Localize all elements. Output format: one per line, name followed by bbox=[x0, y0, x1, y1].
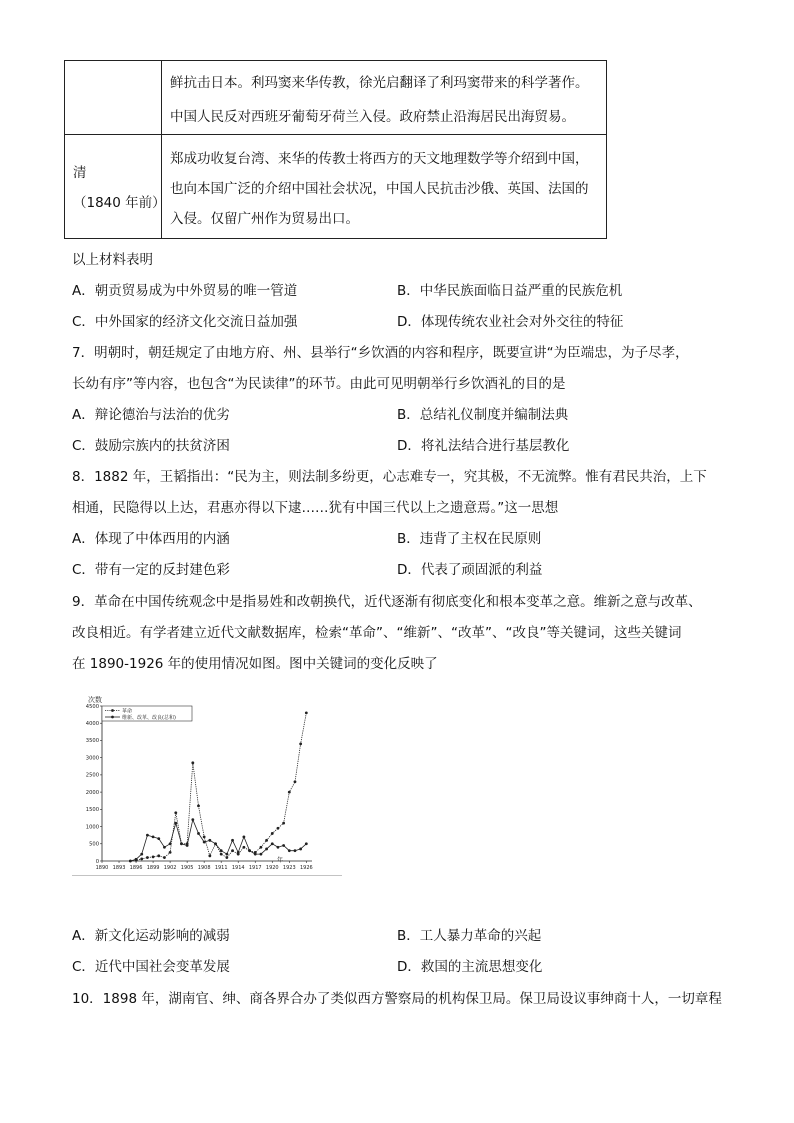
data-point bbox=[203, 841, 206, 844]
q7-option-b[interactable]: B．总结礼仪制度并编制法典 bbox=[397, 407, 569, 423]
y-tick-label: 3500 bbox=[85, 738, 99, 745]
data-point bbox=[163, 856, 166, 859]
data-point bbox=[294, 780, 297, 783]
q6-option-b[interactable]: B．中华民族面临日益严重的民族危机 bbox=[397, 283, 623, 299]
y-tick-label: 4000 bbox=[85, 721, 99, 728]
q9-option-b[interactable]: B．工人暴力革命的兴起 bbox=[397, 928, 542, 944]
keyword-usage-chart bbox=[72, 690, 342, 876]
y-tick-label: 4500 bbox=[85, 703, 99, 710]
q9-option-c[interactable]: C．近代中国社会变革发展 bbox=[72, 959, 230, 975]
legend-label: 维新、改革、改良(总和) bbox=[122, 715, 176, 721]
data-point bbox=[174, 811, 177, 814]
content-cell bbox=[162, 135, 607, 239]
q6-stem: 以上材料表明 bbox=[72, 252, 153, 268]
data-point bbox=[305, 711, 308, 714]
y-tick-label: 500 bbox=[89, 841, 99, 848]
data-point bbox=[260, 846, 263, 849]
data-point bbox=[140, 853, 143, 856]
data-point bbox=[203, 835, 206, 838]
q9-option-d[interactable]: D．救国的主流思想变化 bbox=[397, 959, 543, 975]
q9-option-a[interactable]: A．新文化运动影响的减弱 bbox=[72, 928, 230, 944]
x-axis-label: 年 bbox=[277, 857, 284, 864]
x-tick-label: 1911 bbox=[214, 865, 228, 871]
data-point bbox=[129, 860, 132, 863]
x-tick-label: 1914 bbox=[231, 865, 245, 871]
x-tick-label: 1905 bbox=[180, 865, 194, 871]
q6-option-c[interactable]: C．中外国家的经济文化交流日益加强 bbox=[72, 314, 298, 330]
cell-text: 郑成功收复台湾、来华的传教士将西方的天文地理数学等介绍到中国， bbox=[170, 151, 589, 167]
chart-legend bbox=[102, 706, 192, 721]
data-point bbox=[271, 832, 274, 835]
q9-stem-line: 改良相近。有学者建立近代文献数据库，检索“革命”、“维新”、“改革”、“改良”等关键词，这些关键词 bbox=[72, 625, 682, 641]
data-point bbox=[220, 853, 223, 856]
data-point bbox=[231, 839, 234, 842]
q7-option-c[interactable]: C．鼓励宗族内的扶贫济困 bbox=[72, 438, 230, 454]
q6-option-d[interactable]: D．体现传统农业社会对外交往的特征 bbox=[397, 314, 624, 330]
data-point bbox=[299, 742, 302, 745]
cell-text: 入侵。仅留广州作为贸易出口。 bbox=[170, 211, 359, 227]
x-tick-label: 1923 bbox=[282, 865, 296, 871]
data-point bbox=[163, 846, 166, 849]
table-row bbox=[65, 61, 607, 135]
cell-text: 中国人民反对西班牙葡萄牙荷兰入侵。政府禁止沿海居民出海贸易。 bbox=[170, 109, 575, 125]
data-point bbox=[277, 827, 280, 830]
data-point bbox=[191, 761, 194, 764]
q9-stem-line: 9．革命在中国传统观念中是指易姓和改朝换代，近代逐渐有彻底变化和根本变革之意。维新之意与改革、 bbox=[72, 594, 702, 610]
era-name: 清 bbox=[73, 165, 87, 181]
data-point bbox=[157, 854, 160, 857]
y-tick-label: 1500 bbox=[85, 807, 99, 814]
data-point bbox=[186, 844, 189, 847]
data-point bbox=[277, 846, 280, 849]
x-tick-label: 1893 bbox=[112, 865, 126, 871]
q8-stem-line: 8．1882 年，王韬指出：“民为主，则法制多纷更，心志难专一，究其极，不无流弊。惟有君民共治，上下 bbox=[72, 469, 707, 485]
q7-option-d[interactable]: D．将礼法结合进行基层教化 bbox=[397, 438, 570, 454]
data-point bbox=[242, 846, 245, 849]
x-tick-label: 1890 bbox=[95, 865, 109, 871]
series-line-1 bbox=[130, 820, 306, 861]
data-point bbox=[225, 856, 228, 859]
cell-text: 鲜抗击日本。利玛窦来华传教，徐光启翻译了利玛窦带来的科学著作。 bbox=[170, 75, 589, 91]
data-point bbox=[305, 842, 308, 845]
data-point bbox=[135, 858, 138, 861]
data-point bbox=[208, 839, 211, 842]
data-point bbox=[254, 853, 257, 856]
y-tick-label: 2500 bbox=[85, 772, 99, 779]
era-cell bbox=[65, 61, 162, 135]
q8-option-a[interactable]: A．体现了中体西用的内涵 bbox=[72, 531, 230, 547]
data-point bbox=[237, 851, 240, 854]
data-point bbox=[260, 853, 263, 856]
y-tick-label: 0 bbox=[95, 858, 99, 865]
legend-label: 革命 bbox=[122, 708, 133, 715]
data-point bbox=[197, 832, 200, 835]
x-tick-label: 1917 bbox=[248, 865, 262, 871]
data-point bbox=[140, 858, 143, 861]
table-row bbox=[65, 135, 607, 239]
data-point bbox=[265, 839, 268, 842]
history-table bbox=[64, 60, 607, 239]
y-tick-label: 3000 bbox=[85, 755, 99, 762]
data-point bbox=[294, 849, 297, 852]
legend-marker bbox=[111, 709, 114, 712]
data-point bbox=[220, 849, 223, 852]
q10-stem-line: 10．1898 年，湖南官、绅、商各界合办了类似西方警察局的机构保卫局。保卫局设议事绅商十人，一切章程 bbox=[72, 991, 722, 1007]
data-point bbox=[248, 849, 251, 852]
y-tick-label: 1000 bbox=[85, 824, 99, 831]
q8-option-b[interactable]: B．违背了主权在民原则 bbox=[397, 531, 542, 547]
series-line-0 bbox=[130, 713, 306, 861]
data-point bbox=[152, 835, 155, 838]
q7-stem-line: 长幼有序”等内容，也包含“为民读律”的环节。由此可见明朝举行乡饮酒礼的目的是 bbox=[72, 376, 566, 392]
data-point bbox=[282, 844, 285, 847]
data-point bbox=[214, 842, 217, 845]
data-point bbox=[288, 849, 291, 852]
data-point bbox=[265, 848, 268, 851]
era-note: （1840 年前） bbox=[73, 195, 166, 211]
q8-option-d[interactable]: D．代表了顽固派的利益 bbox=[397, 562, 543, 578]
data-point bbox=[174, 822, 177, 825]
x-tick-label: 1920 bbox=[265, 865, 279, 871]
y-tick-label: 2000 bbox=[85, 789, 99, 796]
data-point bbox=[157, 837, 160, 840]
data-point bbox=[242, 835, 245, 838]
x-tick-label: 1902 bbox=[163, 865, 177, 871]
q7-stem-line: 7．明朝时，朝廷规定了由地方府、州、县举行“乡饮酒的内容和程序，既要宣讲“为臣端忠，为子尽孝， bbox=[72, 345, 689, 361]
x-tick-label: 1926 bbox=[299, 865, 313, 871]
data-point bbox=[191, 818, 194, 821]
content-cell bbox=[162, 61, 607, 135]
data-point bbox=[152, 855, 155, 858]
legend-marker bbox=[111, 716, 114, 719]
q9-stem-line: 在 1890-1926 年的使用情况如图。图中关键词的变化反映了 bbox=[72, 656, 438, 672]
x-tick-label: 1896 bbox=[129, 865, 143, 871]
data-point bbox=[169, 842, 172, 845]
data-point bbox=[180, 842, 183, 845]
q7-option-a[interactable]: A．辩论德治与法治的优劣 bbox=[72, 407, 230, 423]
x-tick-label: 1899 bbox=[146, 865, 160, 871]
x-tick-label: 1908 bbox=[197, 865, 211, 871]
data-point bbox=[146, 834, 149, 837]
era-cell bbox=[65, 135, 166, 239]
data-point bbox=[197, 804, 200, 807]
q6-option-a[interactable]: A．朝贡贸易成为中外贸易的唯一管道 bbox=[72, 283, 298, 299]
q8-stem-line: 相通，民隐得以上达，君惠亦得以下逮……犹有中国三代以上之遗意焉。”这一思想 bbox=[72, 500, 559, 516]
cell-text: 也向本国广泛的介绍中国社会状况，中国人民抗击沙俄、英国、法国的 bbox=[170, 181, 589, 197]
data-point bbox=[271, 842, 274, 845]
data-point bbox=[169, 851, 172, 854]
data-point bbox=[225, 853, 228, 856]
data-point bbox=[288, 791, 291, 794]
data-point bbox=[282, 822, 285, 825]
data-point bbox=[231, 849, 234, 852]
q8-option-c[interactable]: C．带有一定的反封建色彩 bbox=[72, 562, 230, 578]
data-point bbox=[208, 854, 211, 857]
y-axis-label: 次数 bbox=[88, 696, 102, 704]
data-point bbox=[146, 856, 149, 859]
chart-series bbox=[129, 711, 308, 862]
data-point bbox=[299, 848, 302, 851]
